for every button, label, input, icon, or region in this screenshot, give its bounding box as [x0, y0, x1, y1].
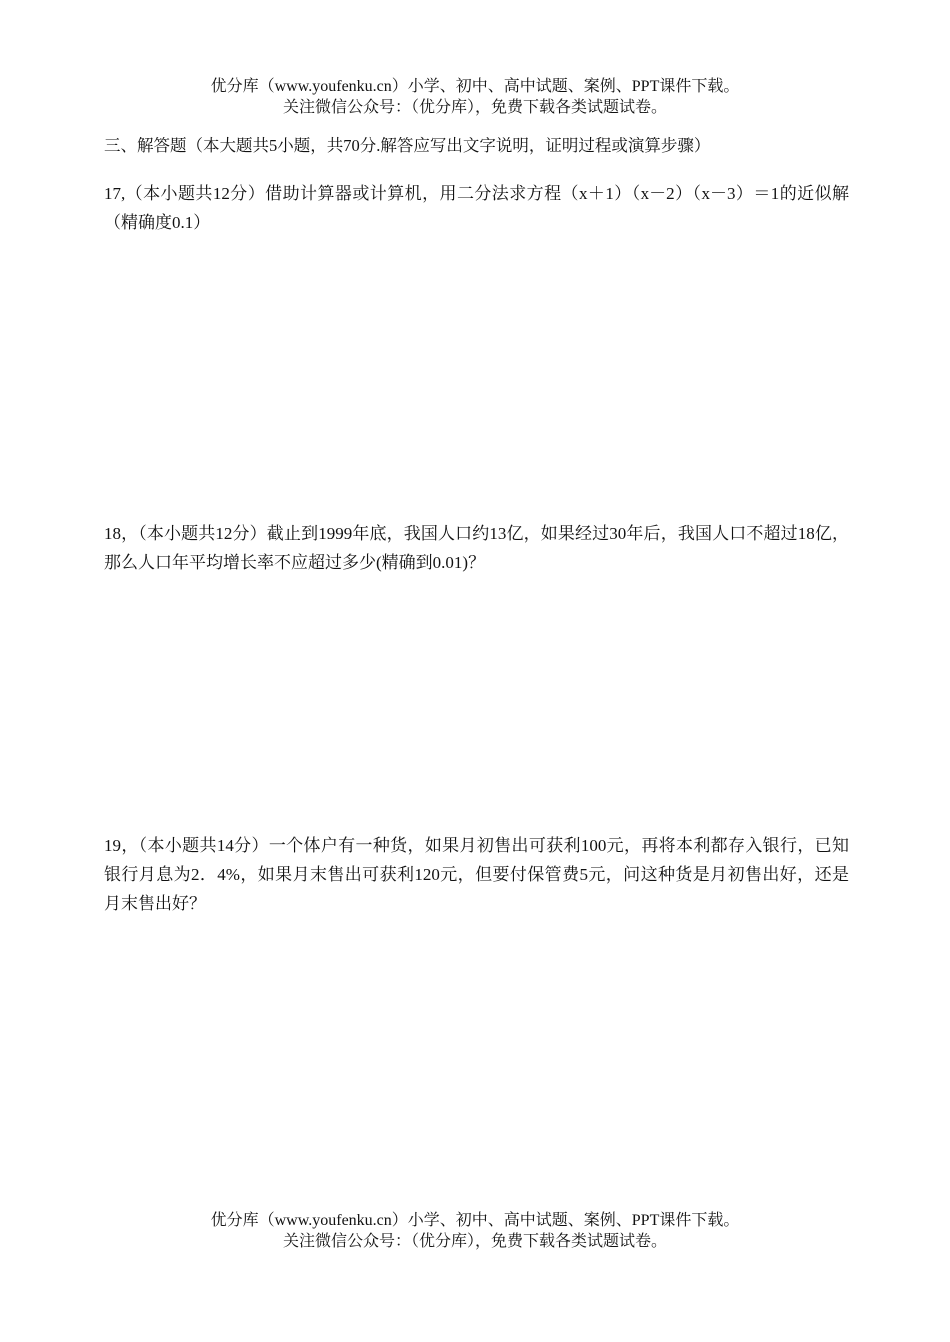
header-line-1: 优分库（www.youfenku.cn）小学、初中、高中试题、案例、PPT课件下载。 [210, 78, 740, 95]
question-17-text: 17,（本小题共12分）借助计算器或计算机，用二分法求方程（x＋1）（x－2）（x－3）＝1的近似解（精确度0.1） [104, 184, 849, 232]
page-header [0, 76, 950, 118]
question-17 [104, 179, 849, 237]
question-19 [104, 831, 849, 918]
question-18 [104, 519, 849, 577]
header-line-2: 关注微信公众号：（优分库），免费下载各类试题试卷。 [282, 99, 667, 116]
page-footer [0, 1210, 950, 1252]
footer-line-2: 关注微信公众号：（优分库），免费下载各类试题试卷。 [282, 1233, 667, 1250]
question-19-text: 19，（本小题共14分）一个体户有一种货，如果月初售出可获利100元，再将本利都存入银行，已知银行月息为2．4%，如果月末售出可获利120元，但要付保管费5元，问这种货是月初售出好，还是月末售出好？ [104, 836, 849, 913]
question-18-text: 18，（本小题共12分）截止到1999年底，我国人口约13亿，如果经过30年后，我国人口不超过18亿，那么人口年平均增长率不应超过多少(精确到0.01)？ [104, 524, 849, 572]
section-heading: 三、解答题（本大题共5小题，共70分.解答应写出文字说明，证明过程或演算步骤） [104, 136, 711, 155]
footer-line-1: 优分库（www.youfenku.cn）小学、初中、高中试题、案例、PPT课件下载。 [210, 1212, 740, 1229]
